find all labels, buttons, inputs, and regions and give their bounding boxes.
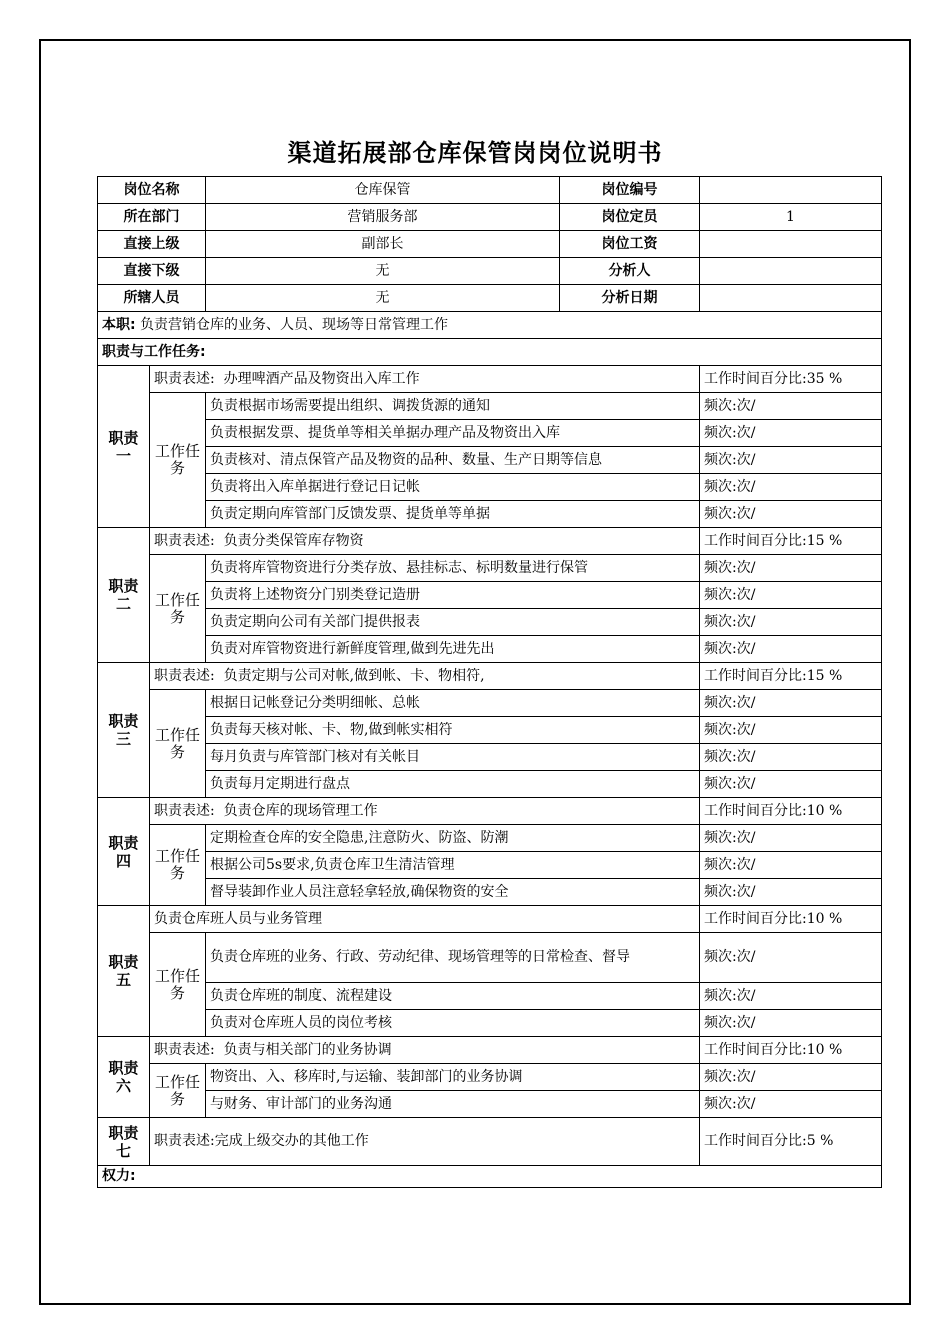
duty-name: 职责一 [98, 366, 150, 528]
task-row [98, 825, 882, 852]
duty-statement-row [98, 1118, 882, 1166]
task-row [98, 420, 882, 447]
duty-statement-text: 完成上级交办的其他工作 [214, 1133, 369, 1149]
staff-label: 所辖人员 [98, 285, 206, 312]
task-label: 工作任务 [150, 555, 206, 663]
info-row [98, 258, 882, 285]
department-value: 营销服务部 [206, 204, 560, 231]
task-row [98, 744, 882, 771]
duty-name: 职责七 [98, 1118, 150, 1166]
duty-name: 职责四 [98, 798, 150, 906]
task-row [98, 447, 882, 474]
duty-statement-text: 负责与相关部门的业务协调 [223, 1041, 392, 1058]
duty-statement [150, 1037, 700, 1064]
duties-header: 职责与工作任务: [98, 339, 882, 366]
duty-statement-prefix: 职责表述: [154, 532, 215, 549]
duty-statement-row [98, 366, 882, 393]
task-text: 物资出、入、移库时,与运输、装卸部门的业务协调 [206, 1064, 700, 1091]
duty-statement-prefix: 职责表述: [154, 667, 215, 684]
task-row [98, 852, 882, 879]
duty-time-pct: 工作时间百分比:35 % [700, 366, 882, 393]
task-row [98, 582, 882, 609]
task-text: 负责仓库班的制度、流程建设 [206, 983, 700, 1010]
info-row [98, 177, 882, 204]
duty-time-pct: 工作时间百分比:15 % [700, 528, 882, 555]
duty-statement-row [98, 528, 882, 555]
task-text: 每月负责与库管部门核对有关帐目 [206, 744, 700, 771]
task-text: 负责将库管物资进行分类存放、悬挂标志、标明数量进行保管 [206, 555, 700, 582]
task-freq: 频次:次/ [700, 393, 882, 420]
task-text: 督导装卸作业人员注意轻拿轻放,确保物资的安全 [206, 879, 700, 906]
info-row [98, 204, 882, 231]
task-row [98, 393, 882, 420]
task-freq: 频次:次/ [700, 933, 882, 983]
analyst-value [700, 258, 882, 285]
duty-statement-prefix: 职责表述: [154, 370, 215, 387]
task-text: 负责根据市场需要提出组织、调拨货源的通知 [206, 393, 700, 420]
task-freq: 频次:次/ [700, 447, 882, 474]
duty-statement-row [98, 1037, 882, 1064]
task-freq: 频次:次/ [700, 474, 882, 501]
position-name-value: 仓库保管 [206, 177, 560, 204]
duty-statement [150, 1118, 700, 1166]
salary-value [700, 231, 882, 258]
task-row [98, 636, 882, 663]
task-row [98, 879, 882, 906]
task-row [98, 690, 882, 717]
analysis-date-value [700, 285, 882, 312]
duty-statement-text: 负责定期与公司对帐,做到帐、卡、物相符, [223, 667, 485, 684]
task-label: 工作任务 [150, 933, 206, 1037]
core-duty-row [98, 312, 882, 339]
subordinate-label: 直接下级 [98, 258, 206, 285]
task-freq: 频次:次/ [700, 420, 882, 447]
task-freq: 频次:次/ [700, 501, 882, 528]
duty-name: 职责二 [98, 528, 150, 663]
task-freq: 频次:次/ [700, 555, 882, 582]
task-freq: 频次:次/ [700, 983, 882, 1010]
duty-statement-prefix: 职责表述: [154, 802, 215, 819]
headcount-label: 岗位定员 [560, 204, 700, 231]
duty-statement [150, 663, 700, 690]
duty-statement [150, 906, 700, 933]
task-freq: 频次:次/ [700, 717, 882, 744]
task-freq: 频次:次/ [700, 825, 882, 852]
duty-statement-text: 负责仓库的现场管理工作 [223, 802, 378, 819]
page-title: 渠道拓展部仓库保管岗岗位说明书 [287, 139, 663, 167]
task-text: 负责每天核对帐、卡、物,做到帐实相符 [206, 717, 700, 744]
task-row [98, 983, 882, 1010]
task-label: 工作任务 [150, 825, 206, 906]
duty-statement-text: 负责仓库班人员与业务管理 [154, 910, 322, 927]
task-label: 工作任务 [150, 393, 206, 528]
duty-time-pct: 工作时间百分比:10 % [700, 906, 882, 933]
task-row [98, 1091, 882, 1118]
superior-value: 副部长 [206, 231, 560, 258]
department-label: 所在部门 [98, 204, 206, 231]
task-text: 负责核对、清点保管产品及物资的品种、数量、生产日期等信息 [206, 447, 700, 474]
task-freq: 频次:次/ [700, 744, 882, 771]
task-row [98, 771, 882, 798]
duty-statement [150, 528, 700, 555]
task-row [98, 501, 882, 528]
authority-label: 权力: [98, 1166, 882, 1188]
duty-statement [150, 366, 700, 393]
duty-time-pct: 工作时间百分比:10 % [700, 1037, 882, 1064]
superior-label: 直接上级 [98, 231, 206, 258]
core-duty-label: 本职: [102, 316, 136, 333]
task-freq: 频次:次/ [700, 582, 882, 609]
task-text: 负责定期向公司有关部门提供报表 [206, 609, 700, 636]
position-name-label: 岗位名称 [98, 177, 206, 204]
task-freq: 频次:次/ [700, 690, 882, 717]
task-text: 负责根据发票、提货单等相关单据办理产品及物资出入库 [206, 420, 700, 447]
task-text: 负责仓库班的业务、行政、劳动纪律、现场管理等的日常检查、督导 [206, 933, 700, 983]
salary-label: 岗位工资 [560, 231, 700, 258]
duty-name: 职责三 [98, 663, 150, 798]
task-freq: 频次:次/ [700, 609, 882, 636]
task-row [98, 933, 882, 983]
duty-time-pct: 工作时间百分比:15 % [700, 663, 882, 690]
task-text: 负责定期向库管部门反馈发票、提货单等单据 [206, 501, 700, 528]
duty-statement [150, 798, 700, 825]
duty-statement-row [98, 906, 882, 933]
duty-statement-row [98, 798, 882, 825]
info-row [98, 285, 882, 312]
task-freq: 频次:次/ [700, 1091, 882, 1118]
task-freq: 频次:次/ [700, 1010, 882, 1037]
duty-statement-prefix: 职责表述: [154, 1133, 215, 1149]
task-row [98, 609, 882, 636]
task-row [98, 717, 882, 744]
task-text: 根据公司5s要求,负责仓库卫生清洁管理 [206, 852, 700, 879]
task-text: 定期检查仓库的安全隐患,注意防火、防盗、防潮 [206, 825, 700, 852]
info-row [98, 231, 882, 258]
duty-time-pct: 工作时间百分比:10 % [700, 798, 882, 825]
job-description-table [97, 176, 882, 1188]
task-text: 负责将上述物资分门别类登记造册 [206, 582, 700, 609]
task-text: 根据日记帐登记分类明细帐、总帐 [206, 690, 700, 717]
task-text: 负责对仓库班人员的岗位考核 [206, 1010, 700, 1037]
core-duty-text: 负责营销仓库的业务、人员、现场等日常管理工作 [140, 316, 449, 333]
subordinate-value: 无 [206, 258, 560, 285]
duty-statement-text: 办理啤酒产品及物资出入库工作 [223, 370, 420, 387]
duty-name: 职责六 [98, 1037, 150, 1118]
duty-name: 职责五 [98, 906, 150, 1037]
task-row [98, 1064, 882, 1091]
duty-time-pct: 工作时间百分比:5 % [700, 1118, 882, 1166]
headcount-value: 1 [700, 204, 882, 231]
task-text: 负责将出入库单据进行登记日记帐 [206, 474, 700, 501]
task-row [98, 1010, 882, 1037]
task-row [98, 555, 882, 582]
task-freq: 频次:次/ [700, 879, 882, 906]
task-freq: 频次:次/ [700, 1064, 882, 1091]
task-freq: 频次:次/ [700, 852, 882, 879]
duties-header-row [98, 339, 882, 366]
analysis-date-label: 分析日期 [560, 285, 700, 312]
authority-row [98, 1166, 882, 1188]
core-duty [98, 312, 882, 339]
task-row [98, 474, 882, 501]
position-code-label: 岗位编号 [560, 177, 700, 204]
task-text: 负责每月定期进行盘点 [206, 771, 700, 798]
analyst-label: 分析人 [560, 258, 700, 285]
task-freq: 频次:次/ [700, 771, 882, 798]
duty-statement-text: 负责分类保管库存物资 [223, 532, 364, 549]
duty-statement-row [98, 663, 882, 690]
staff-value: 无 [206, 285, 560, 312]
task-freq: 频次:次/ [700, 636, 882, 663]
task-text: 负责对库管物资进行新鲜度管理,做到先进先出 [206, 636, 700, 663]
task-label: 工作任务 [150, 1064, 206, 1118]
position-code-value [700, 177, 882, 204]
task-label: 工作任务 [150, 690, 206, 798]
duty-statement-prefix: 职责表述: [154, 1041, 215, 1058]
task-text: 与财务、审计部门的业务沟通 [206, 1091, 700, 1118]
